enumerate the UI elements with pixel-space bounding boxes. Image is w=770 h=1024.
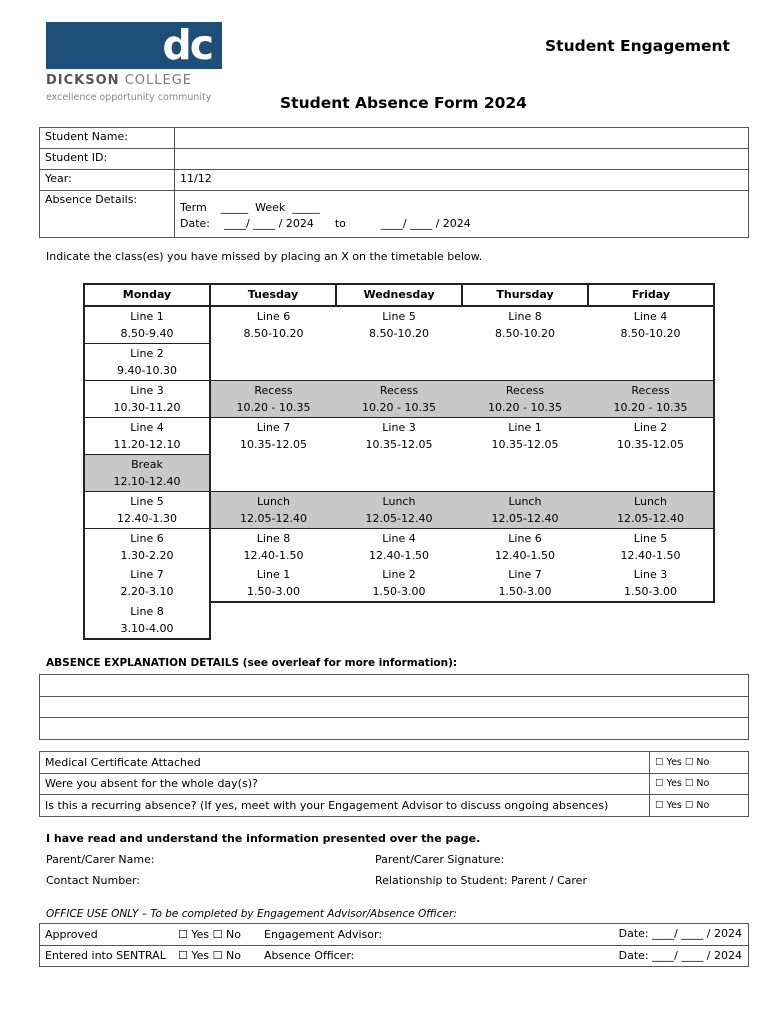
- slot-time: 12.05-12.40: [617, 512, 684, 525]
- day-header-friday: Friday: [588, 284, 714, 306]
- timetable-cell[interactable]: [336, 381, 462, 418]
- slot-line: Line 7: [130, 568, 164, 581]
- slot-line: Line 6: [256, 310, 291, 323]
- slot-line: Lunch: [382, 495, 416, 508]
- slot-line: Line 3: [382, 421, 416, 434]
- slot-line: Break: [131, 458, 163, 471]
- slot-time: 10.20 - 10.35: [613, 401, 688, 414]
- slot-time: 10.35-12.05: [617, 438, 684, 451]
- slot-time: 12.10-12.40: [113, 475, 181, 488]
- college-name-bold: DICKSON: [46, 73, 120, 88]
- slot-line: Line 4: [130, 421, 164, 434]
- office-use-table: [39, 923, 749, 967]
- sentral-label: Entered into SENTRAL: [45, 949, 166, 963]
- date-range-line: Date: ____/ ____ / 2024 to ____/ ____ / 2024: [180, 217, 471, 230]
- timetable-cell[interactable]: [84, 492, 210, 529]
- student-name-field[interactable]: [175, 128, 749, 149]
- slot-line: Lunch: [508, 495, 542, 508]
- timetable-cell[interactable]: [462, 492, 588, 529]
- slot-time: 1.30-2.20: [120, 549, 174, 562]
- timetable-cell[interactable]: [84, 418, 210, 455]
- slot-time: 12.40-1.50: [369, 549, 429, 562]
- slot-time: 1.50-3.00: [247, 585, 300, 598]
- absence-details-label: Absence Details:: [40, 191, 175, 238]
- slot-time: 10.35-12.05: [491, 438, 559, 451]
- explanation-line[interactable]: [40, 696, 749, 718]
- slot-line: Line 2: [633, 421, 668, 434]
- slot-line: Lunch: [634, 495, 667, 508]
- slot-line: Line 8: [508, 310, 542, 323]
- slot-time: 12.05-12.40: [240, 512, 307, 525]
- office-use-title: OFFICE USE ONLY – To be completed by Engagement Advisor/Absence Officer:: [46, 908, 457, 920]
- timetable-cell[interactable]: [462, 565, 588, 602]
- parent-name-field[interactable]: Parent/Carer Name:: [46, 853, 155, 866]
- timetable-cell[interactable]: [462, 306, 588, 381]
- timetable-cell[interactable]: [84, 381, 210, 418]
- declaration-statement: I have read and understand the information presented over the page.: [46, 832, 481, 845]
- slot-line: Line 8: [256, 532, 291, 545]
- slot-time: 10.35-12.05: [240, 438, 307, 451]
- slot-line: Line 8: [130, 605, 164, 618]
- timetable-cell[interactable]: [588, 306, 714, 381]
- timetable-cell[interactable]: [336, 306, 462, 381]
- slot-time: 10.20 - 10.35: [236, 401, 311, 414]
- timetable-instruction: Indicate the class(es) you have missed by placing an X on the timetable below.: [46, 250, 483, 263]
- office-row-sentral: [40, 945, 749, 967]
- slot-line: Line 7: [256, 421, 291, 434]
- student-details-table: [39, 127, 749, 238]
- office-row-approved: [40, 924, 749, 946]
- timetable-cell[interactable]: [210, 418, 336, 492]
- slot-line: Line 1: [508, 421, 542, 434]
- slot-time: 2.20-3.10: [120, 585, 174, 598]
- approved-label: Approved: [45, 927, 98, 941]
- day-header-monday: Monday: [84, 284, 210, 306]
- timetable-cell[interactable]: [336, 565, 462, 602]
- slot-time: 3.10-4.00: [120, 622, 174, 635]
- slot-line: Line 2: [130, 347, 164, 360]
- timetable-cell[interactable]: [588, 381, 714, 418]
- college-logo-mark: [46, 22, 222, 69]
- timetable-cell[interactable]: [462, 529, 588, 566]
- slot-line: Line 1: [256, 568, 291, 581]
- timetable-empty-area: [210, 602, 714, 639]
- slot-line: Recess: [505, 384, 545, 397]
- timetable: [83, 283, 715, 640]
- slot-time: 8.50-10.20: [369, 327, 429, 340]
- timetable-cell[interactable]: [588, 492, 714, 529]
- slot-line: Line 4: [633, 310, 668, 323]
- slot-time: 8.50-10.20: [243, 327, 304, 340]
- whole-day-question: Were you absent for the whole day(s)?: [40, 773, 650, 795]
- form-title: Student Absence Form 2024: [280, 94, 527, 112]
- contact-number-field[interactable]: Contact Number:: [46, 874, 140, 887]
- recurring-absence-checkboxes[interactable]: ☐ Yes ☐ No: [650, 795, 749, 817]
- absence-details-field[interactable]: [175, 191, 749, 238]
- explanation-lines: [39, 674, 749, 740]
- engagement-advisor-label: Engagement Advisor:: [264, 927, 383, 941]
- timetable-cell[interactable]: [84, 529, 210, 566]
- day-header-tuesday: Tuesday: [210, 284, 336, 306]
- whole-day-checkboxes[interactable]: ☐ Yes ☐ No: [650, 773, 749, 795]
- college-name: [46, 73, 192, 88]
- slot-line: Line 4: [382, 532, 416, 545]
- slot-line: Line 5: [130, 495, 164, 508]
- slot-time: 9.40-10.30: [117, 364, 177, 377]
- slot-time: 12.05-12.40: [491, 512, 559, 525]
- department-heading: Student Engagement: [545, 37, 730, 55]
- slot-time: 1.50-3.00: [372, 585, 426, 598]
- slot-time: 10.30-11.20: [113, 401, 181, 414]
- timetable-cell[interactable]: [210, 306, 336, 381]
- timetable-cell[interactable]: [210, 381, 336, 418]
- slot-time: 8.50-10.20: [620, 327, 681, 340]
- slot-line: Lunch: [257, 495, 290, 508]
- year-field[interactable]: 11/12: [175, 170, 749, 191]
- slot-line: Line 5: [633, 532, 668, 545]
- recurring-absence-question: Is this a recurring absence? (If yes, meet with your Engagement Advisor to discuss ongoing absences): [40, 795, 650, 817]
- timetable-cell[interactable]: [84, 455, 210, 492]
- slot-time: 8.50-9.40: [120, 327, 174, 340]
- slot-time: 12.40-1.50: [620, 549, 681, 562]
- timetable-cell[interactable]: [210, 529, 336, 566]
- timetable-cell[interactable]: [336, 492, 462, 529]
- slot-time: 11.20-12.10: [113, 438, 181, 451]
- timetable-cell[interactable]: [210, 565, 336, 602]
- slot-time: 10.20 - 10.35: [488, 401, 562, 414]
- slot-time: 10.20 - 10.35: [362, 401, 436, 414]
- slot-time: 12.05-12.40: [365, 512, 433, 525]
- slot-line: Line 1: [130, 310, 164, 323]
- college-tagline: excellence opportunity community: [46, 92, 212, 103]
- timetable-cell[interactable]: [84, 602, 210, 639]
- timetable-cell[interactable]: [588, 418, 714, 492]
- slot-line: Line 3: [633, 568, 668, 581]
- slot-line: Line 6: [508, 532, 542, 545]
- slot-time: 1.50-3.00: [498, 585, 552, 598]
- timetable-cell[interactable]: [588, 529, 714, 566]
- slot-time: 12.40-1.50: [243, 549, 304, 562]
- timetable-cell[interactable]: [462, 381, 588, 418]
- slot-time: 12.40-1.30: [117, 512, 177, 525]
- slot-line: Recess: [254, 384, 293, 397]
- absence-questions-table: [39, 751, 749, 817]
- medical-certificate-question: Medical Certificate Attached: [40, 752, 650, 774]
- slot-line: Line 5: [382, 310, 416, 323]
- day-header-wednesday: Wednesday: [336, 284, 462, 306]
- timetable-cell[interactable]: [336, 418, 462, 492]
- medical-certificate-checkboxes[interactable]: ☐ Yes ☐ No: [650, 752, 749, 774]
- slot-time: 8.50-10.20: [495, 327, 555, 340]
- slot-line: Line 3: [130, 384, 164, 397]
- slot-line: Recess: [379, 384, 419, 397]
- timetable-cell[interactable]: [84, 565, 210, 602]
- timetable-cell[interactable]: [588, 565, 714, 602]
- slot-time: 12.40-1.50: [495, 549, 555, 562]
- sentral-checkboxes[interactable]: ☐ Yes ☐ No: [178, 949, 241, 963]
- parent-signature-field[interactable]: Parent/Carer Signature:: [375, 853, 505, 866]
- slot-time: 10.35-12.05: [365, 438, 433, 451]
- slot-time: 1.50-3.00: [624, 585, 677, 598]
- slot-line: Line 2: [382, 568, 416, 581]
- relationship-field[interactable]: Relationship to Student: Parent / Carer: [375, 874, 587, 887]
- timetable-cell[interactable]: [462, 418, 588, 492]
- explanation-title: ABSENCE EXPLANATION DETAILS (see overleaf for more information):: [46, 657, 458, 669]
- slot-line: Recess: [631, 384, 670, 397]
- college-name-light: COLLEGE: [124, 73, 192, 88]
- logo-dc-text: dc: [162, 21, 212, 69]
- explanation-line[interactable]: [40, 675, 749, 697]
- explanation-line[interactable]: [40, 718, 749, 740]
- timetable-cell[interactable]: [84, 344, 210, 381]
- timetable-cell[interactable]: [210, 492, 336, 529]
- slot-line: Line 6: [130, 532, 164, 545]
- year-label: Year:: [40, 170, 175, 191]
- approved-checkboxes[interactable]: ☐ Yes ☐ No: [178, 927, 241, 941]
- timetable-cell[interactable]: [336, 529, 462, 566]
- approved-date[interactable]: Date: ____/ ____ / 2024: [618, 927, 742, 940]
- student-name-label: Student Name:: [40, 128, 175, 149]
- absence-officer-label: Absence Officer:: [264, 949, 355, 963]
- student-id-label: Student ID:: [40, 149, 175, 170]
- sentral-date[interactable]: Date: ____/ ____ / 2024: [618, 948, 742, 962]
- slot-line: Line 7: [508, 568, 542, 581]
- term-week-line: Term _____ Week _____: [180, 201, 320, 214]
- day-header-thursday: Thursday: [462, 284, 588, 306]
- timetable-cell[interactable]: [84, 306, 210, 344]
- student-id-field[interactable]: [175, 149, 749, 170]
